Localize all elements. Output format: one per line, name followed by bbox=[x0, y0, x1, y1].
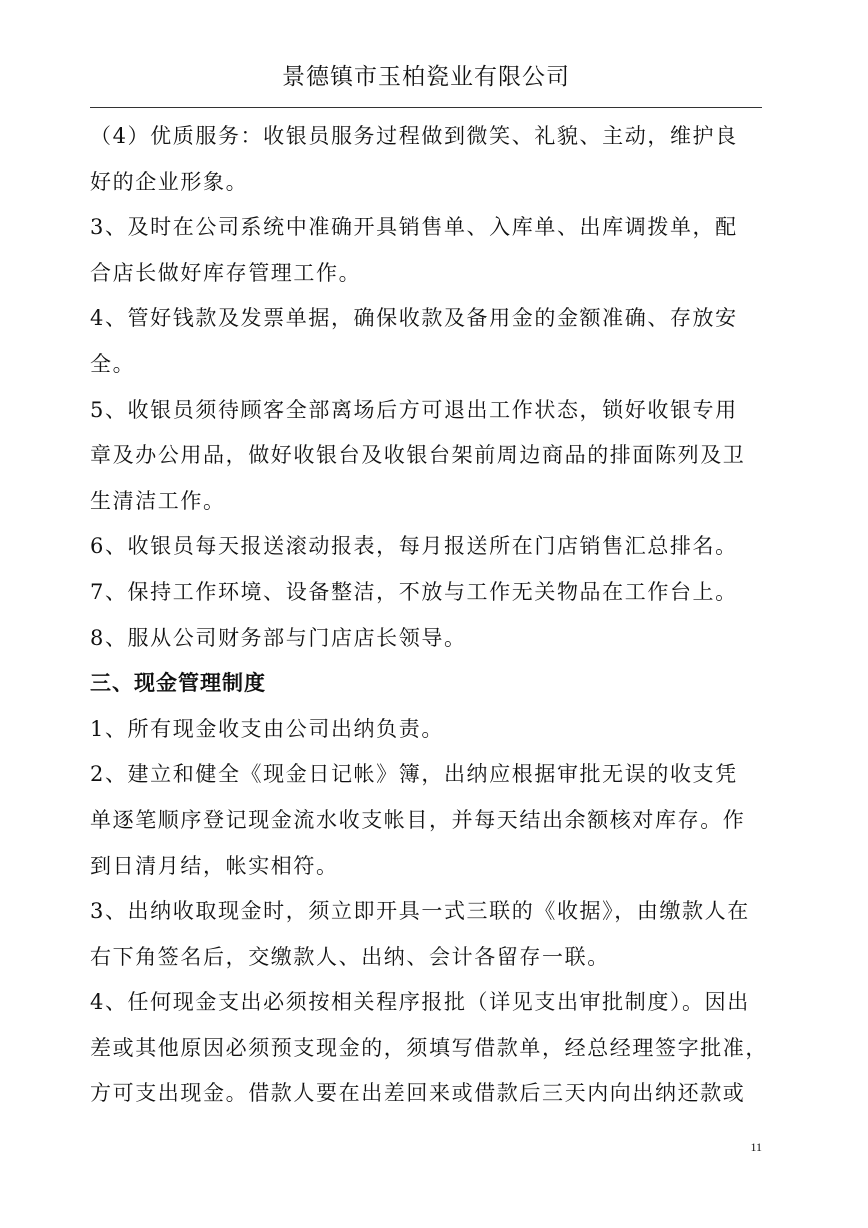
company-name: 景德镇市玉柏瓷业有限公司 bbox=[282, 64, 570, 90]
text-line: 1、所有现金收支由公司出纳负责。 bbox=[90, 716, 444, 741]
paragraph-cash-1 bbox=[90, 707, 764, 753]
page-header bbox=[90, 62, 762, 108]
text-line: 4、管好钱款及发票单据，确保收款及备用金的金额准确、存放安 bbox=[90, 306, 738, 331]
paragraph-item-5 bbox=[90, 388, 764, 525]
text-line: 生清洁工作。 bbox=[90, 488, 226, 513]
paragraph-item-3 bbox=[90, 205, 764, 296]
paragraph-quality-service bbox=[90, 114, 764, 205]
text-line: 4、任何现金支出必须按相关程序报批（详见支出审批制度）。因出 bbox=[90, 990, 750, 1015]
text-line: 右下角签名后，交缴款人、出纳、会计各留存一联。 bbox=[90, 944, 610, 969]
document-body bbox=[90, 114, 768, 1117]
text-line: 差或其他原因必须预支现金的，须填写借款单，经总经理签字批准， bbox=[90, 1035, 768, 1060]
paragraph-cash-2 bbox=[90, 752, 764, 889]
text-line: 6、收银员每天报送滚动报表，每月报送所在门店销售汇总排名。 bbox=[90, 534, 738, 559]
text-line: 合店长做好库存管理工作。 bbox=[90, 260, 362, 285]
text-line: 好的企业形象。 bbox=[90, 169, 249, 194]
text-line: 方可支出现金。借款人要在出差回来或借款后三天内向出纳还款或 bbox=[90, 1081, 746, 1106]
paragraph-cash-3 bbox=[90, 889, 764, 980]
paragraph-cash-4 bbox=[90, 980, 768, 1117]
text-line: 全。 bbox=[90, 351, 136, 376]
text-line: 3、及时在公司系统中准确开具销售单、入库单、出库调拨单，配 bbox=[90, 215, 738, 240]
text-line: 到日清月结，帐实相符。 bbox=[90, 853, 339, 878]
text-line: 7、保持工作环境、设备整洁，不放与工作无关物品在工作台上。 bbox=[90, 579, 738, 604]
paragraph-item-7 bbox=[90, 570, 764, 616]
text-line: 单逐笔顺序登记现金流水收支帐目，并每天结出余额核对库存。作 bbox=[90, 807, 746, 832]
page-number: 11 bbox=[750, 1140, 762, 1154]
text-line: （4）优质服务：收银员服务过程做到微笑、礼貌、主动，维护良 bbox=[90, 124, 738, 148]
text-line: 章及办公用品，做好收银台及收银台架前周边商品的排面陈列及卫 bbox=[90, 443, 746, 468]
paragraph-item-4 bbox=[90, 296, 764, 387]
paragraph-item-8 bbox=[90, 616, 764, 662]
text-line: 5、收银员须待顾客全部离场后方可退出工作状态，锁好收银专用 bbox=[90, 397, 738, 422]
text-line: 8、服从公司财务部与门店店长领导。 bbox=[90, 625, 467, 650]
text-line: 2、建立和健全《现金日记帐》簿，出纳应根据审批无误的收支凭 bbox=[90, 762, 738, 787]
paragraph-item-6 bbox=[90, 524, 764, 570]
text-line: 3、出纳收取现金时，须立即开具一式三联的《收据》，由缴款人在 bbox=[90, 899, 750, 924]
section-heading-cash-management: 三、现金管理制度 bbox=[90, 671, 266, 696]
